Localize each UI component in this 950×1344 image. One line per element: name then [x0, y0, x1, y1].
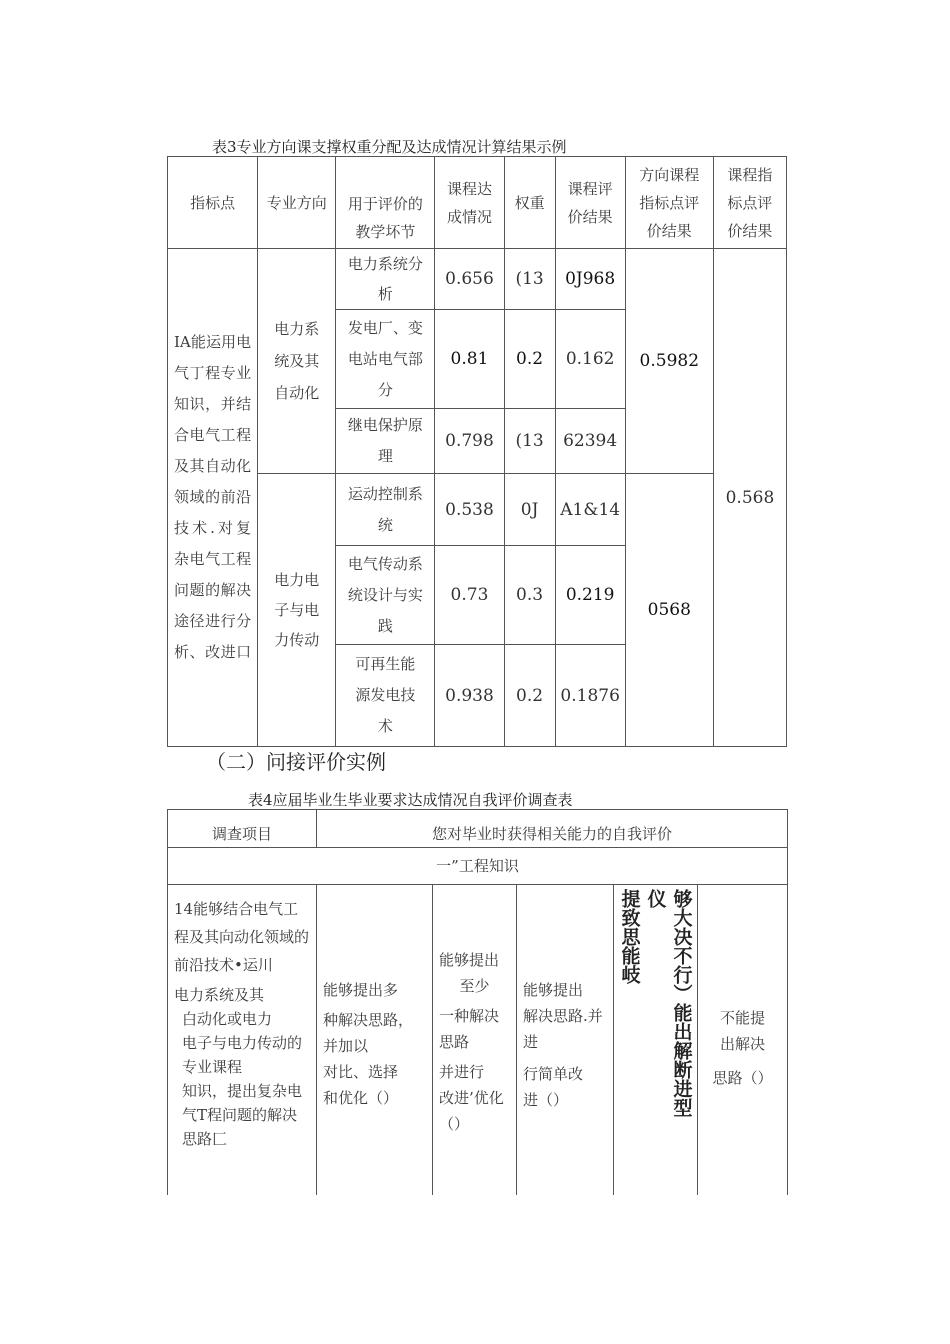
item-line: 电力系统及其	[174, 986, 265, 1004]
header-indicator: 指标点	[168, 157, 258, 249]
direction-1: 电力系统及其自动化	[258, 249, 336, 474]
direction-result-2: 0568	[625, 474, 713, 747]
item-line: 14能够结合电气工程及其向动化领域的前沿技术•运川	[174, 900, 310, 974]
direction-2: 电力电子与电力传动	[258, 474, 336, 747]
course-name: 继电保护原理	[336, 409, 435, 474]
indicator-text: IA能运用电气丁程专业知识，并结合电气工程及其自动化领域的前沿技术.对复杂电气工程问题的解决途径进行分析、改进口	[168, 249, 258, 747]
option-2: 能够提出 至少 一种解决思路 并进行 改进’优化（）	[433, 885, 517, 1195]
course-name: 电气传动系统设计与实践	[336, 546, 435, 645]
achieve-value: 0.73	[435, 546, 504, 645]
header-final-result: 课程指标点评价结果	[713, 157, 786, 249]
header-course-result: 课程评价结果	[555, 157, 625, 249]
course-name: 运动控制系统	[336, 474, 435, 546]
achieve-value: 0.798	[435, 409, 504, 474]
course-name: 电力系统分析	[336, 249, 435, 310]
weight-value: (13	[504, 249, 555, 310]
table3-caption: 表3专业方向课支撑权重分配及达成情况计算结果示例	[212, 138, 567, 156]
header-item: 调查项目	[168, 810, 317, 848]
table4-caption: 表4应届毕业生毕业要求达成情况自我评价调查表	[248, 791, 573, 809]
item-line: 白动化或电力	[182, 1010, 273, 1028]
course-name: 发电厂、变电站电气部分	[336, 310, 435, 409]
course-name: 可再生能源发电技术	[336, 645, 435, 747]
weight-value: 0.2	[504, 645, 555, 747]
achieve-value: 0.938	[435, 645, 504, 747]
weight-value: 0.2	[504, 310, 555, 409]
final-result: 0.568	[713, 249, 786, 747]
achieve-value: 0.538	[435, 474, 504, 546]
option-4: 够大决不行）能出解断进型仪 提致思能岐	[614, 885, 698, 1195]
survey-item	[168, 885, 317, 1195]
course-result-value: A1&14	[555, 474, 625, 546]
achieve-value: 0.81	[435, 310, 504, 409]
item-line: 知识，提出复杂电气T程问题的解决思路匚	[182, 1082, 303, 1148]
option-3: 能够提出 解决思路.并进 行简单改 进（）	[517, 885, 614, 1195]
course-result-value: 0.162	[555, 310, 625, 409]
subheader: 一”工程知识	[168, 848, 788, 885]
option-5: 不能提 出解决 思路（）	[698, 885, 788, 1195]
course-result-value: 62394	[555, 409, 625, 474]
item-line: 电子与电力传动的专业课程	[182, 1034, 303, 1076]
course-result-value: 0J968	[555, 249, 625, 310]
achieve-value: 0.656	[435, 249, 504, 310]
header-achieve: 课程达成情况	[435, 157, 504, 249]
course-result-value: 0.219	[555, 546, 625, 645]
direction-result-1: 0.5982	[625, 249, 713, 474]
header-eval: 您对毕业时获得相关能力的自我评价	[317, 810, 788, 848]
header-course: 用于评价的教学坏节	[336, 157, 435, 249]
section-heading: （二）问接评价实例	[206, 750, 386, 774]
option-1: 能够提出多 种解决思路，并加以 对比、选择 和优化（）	[317, 885, 433, 1195]
course-result-value: 0.1876	[555, 645, 625, 747]
header-weight: 权重	[504, 157, 555, 249]
table3	[167, 156, 787, 747]
weight-value: (13	[504, 409, 555, 474]
header-direction: 专业方向	[258, 157, 336, 249]
header-direction-result: 方向课程指标点评价结果	[625, 157, 713, 249]
weight-value: 0J	[504, 474, 555, 546]
table4	[167, 809, 788, 1195]
weight-value: 0.3	[504, 546, 555, 645]
